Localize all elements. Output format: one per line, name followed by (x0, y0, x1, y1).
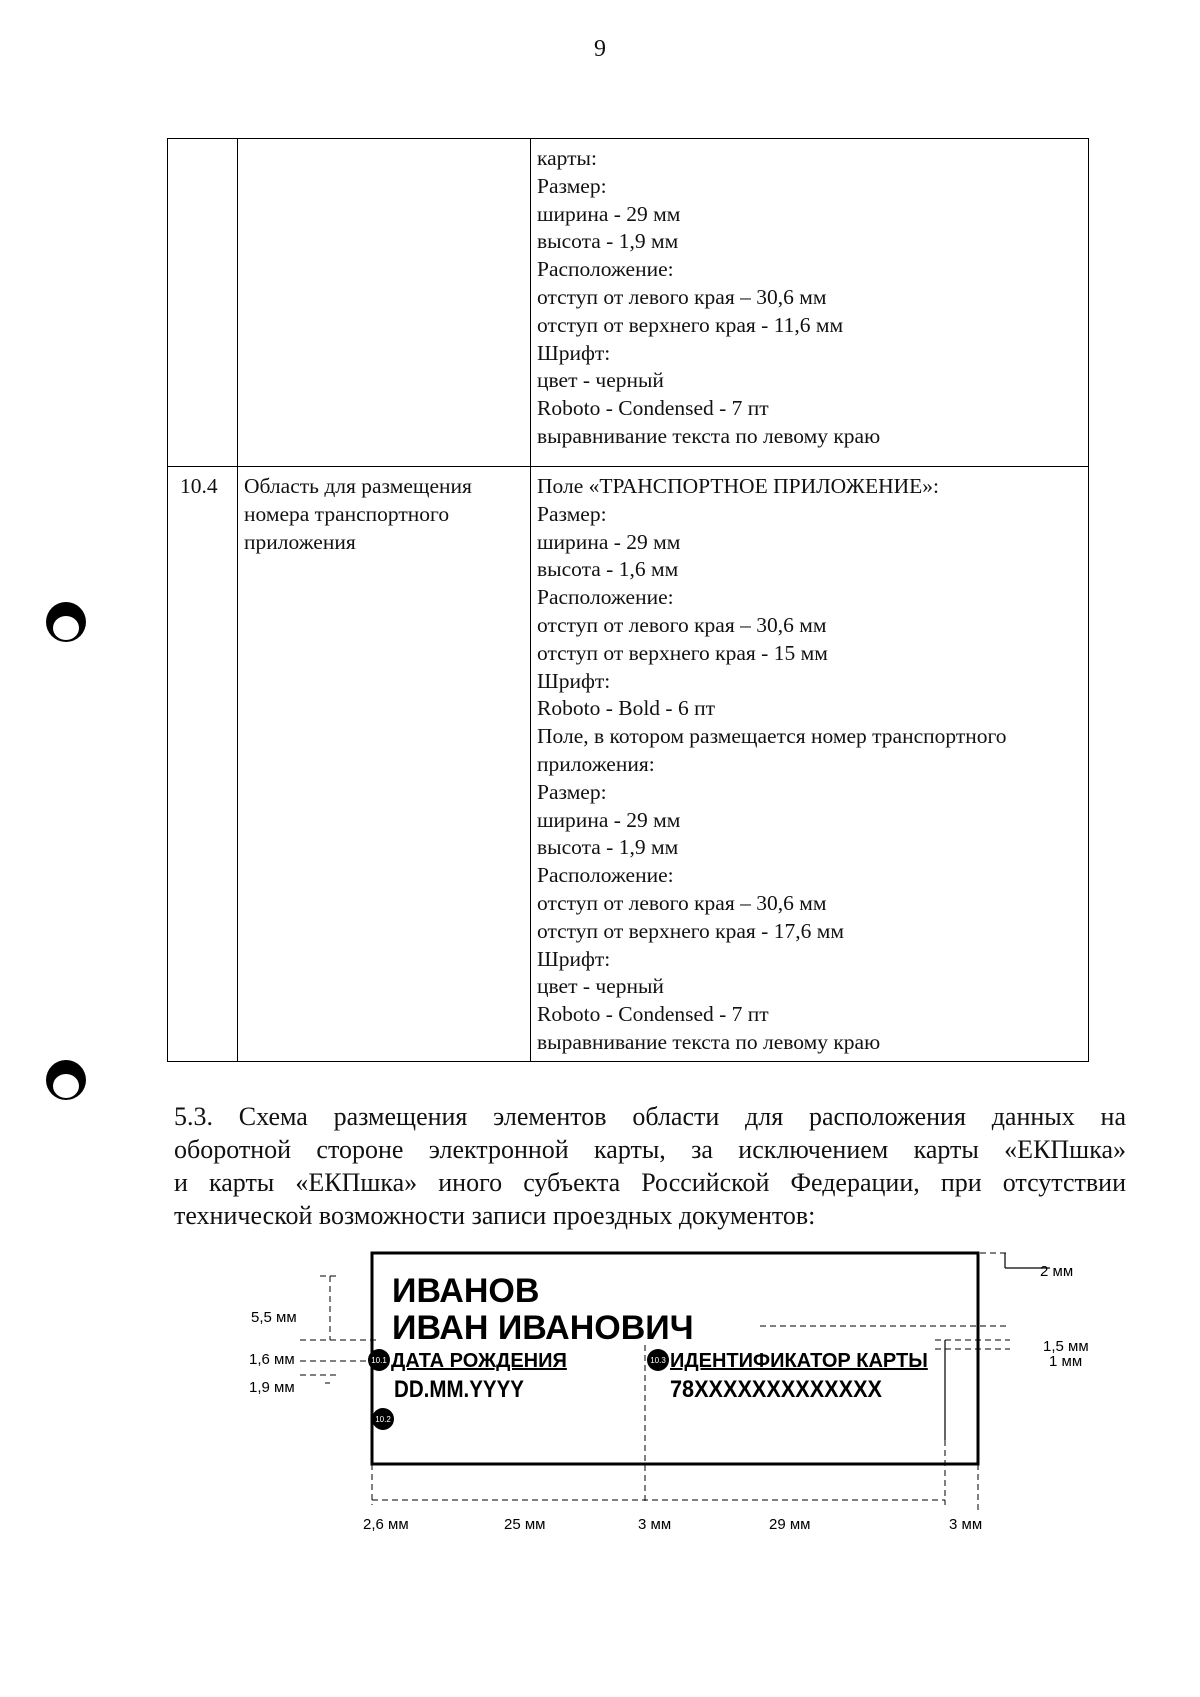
spec-line: высота - 1,6 мм (537, 557, 679, 582)
spec-line: цвет - черный (537, 974, 664, 999)
spec-line: номера транспортного (244, 501, 450, 526)
spec-line: Расположение: (537, 257, 674, 282)
spec-line: Roboto - Condensed - 7 пт (537, 1002, 769, 1027)
spec-line: цвет - черный (537, 368, 664, 393)
spec-line: Шрифт: (537, 340, 611, 365)
spec-line: карты: (537, 146, 597, 170)
spec-line: отступ от верхнего края - 15 мм (537, 640, 828, 665)
spec-line: отступ от левого края – 30,6 мм (537, 284, 827, 309)
full-name-text: ИВАН ИВАНОВИЧ (392, 1309, 694, 1347)
svg-text:10.1: 10.1 (371, 1356, 387, 1365)
spec-line: выравнивание текста по левому краю (537, 1029, 881, 1054)
paragraph-line: и карты «ЕКПшка» иного субъекта Российской Федерации, при отсутствии (174, 1168, 1126, 1197)
badge-10-2 (372, 1408, 394, 1430)
dim-bottom-3a: 3 мм (638, 1516, 672, 1533)
spec-line: высота - 1,9 мм (537, 229, 679, 254)
svg-text:10.3: 10.3 (650, 1356, 666, 1365)
spec-line: приложения: (537, 751, 655, 776)
birth-date-value: DD.MM.YYYY (394, 1376, 524, 1403)
badge-10-3 (647, 1349, 669, 1371)
spec-line: ширина - 29 мм (537, 529, 681, 554)
paragraph-line: 5.3. Схема размещения элементов области для расположения данных на (174, 1102, 1126, 1131)
spec-line: ширина - 29 мм (537, 201, 681, 226)
paragraph-line: технической возможности записи проездных документов: (174, 1201, 816, 1230)
spec-line: Область для размещения (244, 474, 472, 498)
spec-line: ширина - 29 мм (537, 807, 681, 832)
dim-left-1-9: 1,9 мм (249, 1379, 295, 1396)
spec-line: Расположение: (537, 863, 674, 888)
spec-line: Размер: (537, 173, 607, 198)
spec-line: Расположение: (537, 585, 674, 610)
dim-bottom-29: 29 мм (769, 1516, 811, 1533)
paragraph-line: оборотной стороне электронной карты, за исключением карты «ЕКПшка» (174, 1135, 1126, 1164)
dim-left-5-5: 5,5 мм (251, 1309, 297, 1326)
spec-line: отступ от левого края – 30,6 мм (537, 612, 827, 637)
dim-bottom-25: 25 мм (504, 1516, 546, 1533)
spec-line: Roboto - Condensed - 7 пт (537, 396, 769, 421)
spec-line: приложения (244, 529, 356, 554)
row-number: 10.4 (168, 467, 238, 1062)
page-number: 9 (594, 36, 606, 62)
dim-bottom-2-6: 2,6 мм (363, 1516, 409, 1533)
spec-line: Поле «ТРАНСПОРТНОЕ ПРИЛОЖЕНИЕ»: (537, 474, 939, 498)
card-id-label: ИДЕНТИФИКАТОР КАРТЫ (670, 1350, 928, 1372)
spec-line: выравнивание текста по левому краю (537, 423, 881, 448)
dim-right-1-5: 1,5 мм (1043, 1338, 1089, 1355)
surname-text: ИВАНОВ (392, 1272, 540, 1310)
card-id-value: 78XXXXXXXXXXXXX (670, 1376, 882, 1403)
spec-line: высота - 1,9 мм (537, 835, 679, 860)
spec-line: Шрифт: (537, 668, 611, 693)
dim-right-1: 1 мм (1049, 1353, 1083, 1370)
birth-date-label: ДАТА РОЖДЕНИЯ (391, 1350, 567, 1372)
spec-line: Поле, в котором размещается номер транспортного (537, 724, 1007, 749)
dim-bottom-3b: 3 мм (949, 1516, 983, 1533)
spec-line: Roboto - Bold - 6 пт (537, 696, 715, 721)
dim-left-1-6: 1,6 мм (249, 1351, 295, 1368)
dim-right-2: 2 мм (1040, 1263, 1074, 1280)
badge-10-1 (368, 1349, 390, 1371)
spec-line: Размер: (537, 501, 607, 526)
spec-line: отступ от верхнего края - 11,6 мм (537, 312, 844, 337)
spec-line: Размер: (537, 779, 607, 804)
spec-line: Шрифт: (537, 946, 611, 971)
spec-line: отступ от левого края – 30,6 мм (537, 890, 827, 915)
spec-line: отступ от верхнего края - 17,6 мм (537, 918, 844, 943)
svg-text:10.2: 10.2 (375, 1415, 391, 1424)
